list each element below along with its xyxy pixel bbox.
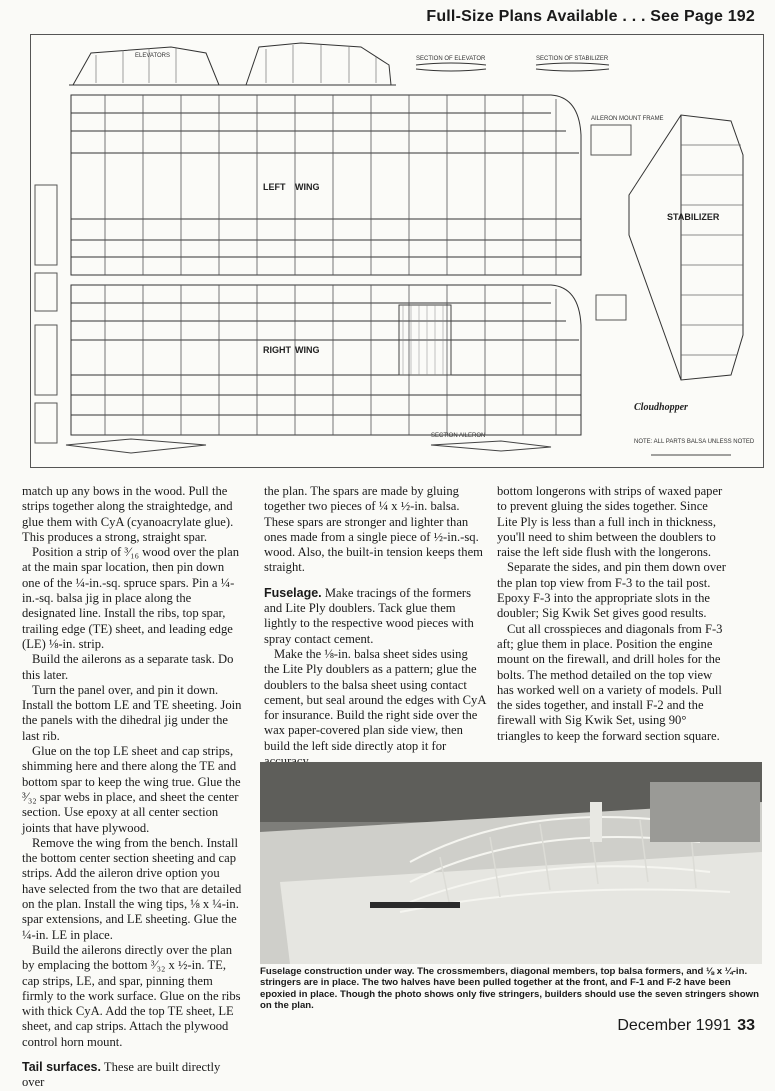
paragraph: match up any bows in the wood. Pull the strips together along the straightedge, and glue them with CyA (cyanoacrylate glue). This produces a strong, straight spar.	[22, 484, 234, 544]
svg-text:STABILIZER: STABILIZER	[667, 212, 720, 222]
svg-text:SECTION OF STABILIZER: SECTION OF STABILIZER	[536, 56, 609, 62]
left-wing-outline	[71, 95, 581, 275]
paragraph: Turn the panel over, and pin it down. Install the bottom LE and TE sheeting. Join the panels with the dihedral jig under the last rib.	[22, 682, 242, 743]
paragraph: Position a strip of ³⁄₁₆ wood over the plan at the main spar location, then pin down one of the ¼-in.-sq. spruce spars. Pin a ¼-in.-sq. balsa jig in place along the designated line. Install the ribs, top spar, trailing edge (TE) sheet, and leading edge (LE) ⅛-in. strip.	[22, 545, 240, 651]
svg-text:LEFT: LEFT	[263, 182, 286, 192]
paragraph: Remove the wing from the bench. Install the bottom center section sheeting and cap strips. Add the aileron drive option you have selected from the two that are detailed on the plan. Install the wing tips, ⅛ x ¼-in. spar extensions, and LE sheeting. Glue the ¼-in. LE in place.	[22, 835, 242, 942]
plan-svg	[31, 35, 763, 467]
svg-text:WING: WING	[295, 345, 320, 355]
photo-caption: Fuselage construction under way. The crossmembers, diagonal members, top balsa formers, and ⅛ x ¼-in. stringers are in place. The two halves have been pulled together at the front, and F-1 and F-2 have been epoxied in place. Though the photo shows only five stringers, builders should use the seven stringers shown on the plan.	[260, 966, 759, 1012]
right-wing-outline	[71, 285, 581, 435]
svg-text:SECTION OF ELEVATOR: SECTION OF ELEVATOR	[416, 56, 486, 62]
text-column-2	[264, 484, 486, 785]
svg-text:WING: WING	[295, 182, 320, 192]
section-heading: Fuselage.	[264, 585, 322, 600]
paragraph: Build the ailerons as a separate task. Do this later.	[22, 652, 234, 682]
text-column-1	[22, 484, 244, 1091]
issue-date: December 1991	[617, 1017, 732, 1034]
svg-text:ELEVATORS: ELEVATORS	[135, 53, 171, 59]
page-footer	[617, 1017, 755, 1035]
elevator-right	[246, 43, 391, 85]
paragraph: the plan. The spars are made by gluing together two pieces of ¼ x ½-in. balsa. These spars are stronger and lighter than ones made from a single piece of ½-in.-sq. wood. Also, the built-in tension keeps them straight.	[264, 484, 483, 575]
paragraph: Cut all crosspieces and diagonals from F-3 aft; glue them in place. Position the engine mount on the firewall, and drill holes for the bolts. The method detailed on the top view has worked well on a variety of models. Pull the sides together, and install F-2 and the firewall with Sig Kwik Set, using 90° triangles to keep the forward section square.	[497, 621, 723, 743]
paragraph: Separate the sides, and pin them down over the plan top view from F-3 to the tail post. Epoxy F-3 into the appropriate slots in the doubler; Sig Kwik Set gives good results.	[497, 560, 726, 621]
paragraph: Make the ⅛-in. balsa sheet sides using the Lite Ply doublers as a pattern; glue the doublers to the balsa sheet using contact cement, but seal around the edges with CyA for insurance. Build the right side over the wax paper-covered plan side view, then build the left side directly atop it for	[264, 646, 486, 753]
page-number: 33	[737, 1017, 755, 1034]
text-column-3	[497, 484, 727, 744]
fuselage-photo	[260, 762, 762, 964]
stabilizer-outline	[629, 115, 743, 380]
svg-text:NOTE: ALL PARTS BALSA UNLESS N: NOTE: ALL PARTS BALSA UNLESS NOTED	[634, 439, 755, 445]
paragraph: Build the ailerons directly over the plan by emplacing the bottom ³⁄₃₂ x ½-in. TE, cap strips, LE, and spar, pinning them firmly to the work surface. Glue on the ribs with thick CyA. Add the top TE sheet, LE sheet, and cap strips. Attach the plywood control horn mount.	[22, 942, 241, 1049]
svg-text:Cloudhopper: Cloudhopper	[634, 402, 688, 413]
fuselage-paragraph: Fuselage. Make tracings of the formers and Lite Ply doublers. Tack glue them lightly to the respective wood pieces with spray contact cement.	[264, 585, 474, 646]
svg-text:SECTION AILERON: SECTION AILERON	[431, 433, 486, 439]
paragraph: Glue on the top LE sheet and cap strips, shimming here and there along the TE and bottom spar to keep the wing true. Glue the ³⁄₃₂ spar webs in place, and sheet the center section. Use epoxy at all center section joints that have plywood.	[22, 744, 241, 835]
tail-surfaces-paragraph: Tail surfaces. These are built directly over	[22, 1059, 221, 1090]
paragraph: bottom longerons with strips of waxed paper to prevent gluing the sides together. Since Lite Ply is less than a full inch in thickness, you'll need to shim between the doublers to raise the left side flush with the longerons.	[497, 484, 723, 560]
svg-text:RIGHT: RIGHT	[263, 345, 291, 355]
section-heading: Tail surfaces.	[22, 1059, 101, 1074]
plans-available-header: Full-Size Plans Available . . . See Page 192	[426, 8, 755, 25]
svg-text:AILERON MOUNT FRAME: AILERON MOUNT FRAME	[591, 116, 664, 122]
plan-drawing	[30, 34, 764, 468]
